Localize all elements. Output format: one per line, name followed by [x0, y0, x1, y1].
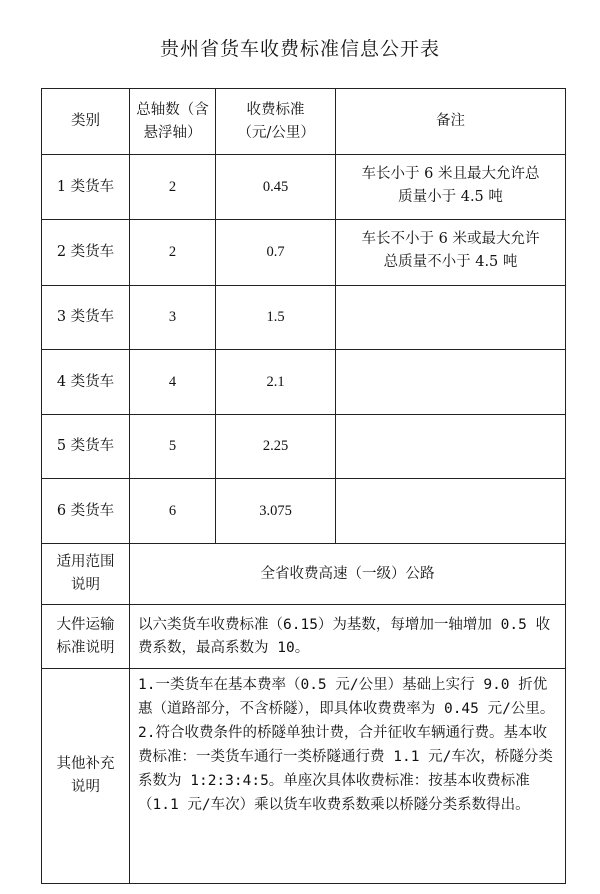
- row-rate: 0.7: [216, 220, 336, 286]
- header-remark: 备注: [336, 89, 566, 155]
- table-row: [42, 479, 566, 544]
- row-axles: 5: [130, 415, 216, 479]
- table-row: [42, 155, 566, 220]
- supplement-item-1: 1.一类货车在基本费率（0.5 元/公里）基础上实行 9.0 折优惠（道路部分，不含桥隧），即具体收费费率为 0.45 元/公里。: [138, 677, 555, 717]
- row-axles: 6: [130, 479, 216, 544]
- row-category: 2 类货车: [42, 220, 130, 286]
- row-category: 6 类货车: [42, 479, 130, 544]
- row-rate: 2.25: [216, 415, 336, 479]
- row-category: 1 类货车: [42, 155, 130, 220]
- row-rate: 3.075: [216, 479, 336, 544]
- scope-row: [42, 544, 566, 605]
- scope-label-text: 适用范围说明: [56, 554, 115, 593]
- table-row: [42, 415, 566, 479]
- row-remark: [336, 350, 566, 415]
- row-axles: 2: [130, 155, 216, 220]
- row-category: 5 类货车: [42, 415, 130, 479]
- supplement-text: [130, 669, 566, 884]
- header-category: 类别: [42, 89, 130, 155]
- row-remark: [336, 220, 566, 286]
- table-header-row: [42, 89, 566, 155]
- header-rate: [216, 89, 336, 155]
- row-remark: [336, 155, 566, 220]
- row-rate: 0.45: [216, 155, 336, 220]
- header-rate-text: 收费标准（元/公里）: [237, 101, 315, 141]
- table-row: [42, 220, 566, 286]
- fee-table: [41, 88, 566, 884]
- row-remark: [336, 479, 566, 544]
- row-category: 3 类货车: [42, 286, 130, 350]
- header-axles: [130, 89, 216, 155]
- row-rate: 1.5: [216, 286, 336, 350]
- row-remark-text: 车长不小于 6 米或最大允许总质量不小于 4.5 吨: [361, 231, 540, 270]
- row-remark-text: 车长小于 6 米且最大允许总质量小于 4.5 吨: [361, 166, 540, 205]
- row-axles: 2: [130, 220, 216, 286]
- table-row: [42, 286, 566, 350]
- oversize-row: [42, 605, 566, 669]
- row-remark: [336, 286, 566, 350]
- row-axles: 4: [130, 350, 216, 415]
- supplement-label: [42, 669, 130, 884]
- header-axles-text: 总轴数（含悬浮轴）: [136, 101, 209, 141]
- row-category: 4 类货车: [42, 350, 130, 415]
- supplement-row: [42, 669, 566, 884]
- table-row: [42, 350, 566, 415]
- row-remark: [336, 415, 566, 479]
- oversize-label: [42, 605, 130, 669]
- scope-label: [42, 544, 130, 605]
- row-axles: 3: [130, 286, 216, 350]
- supplement-item-2: 2.符合收费条件的桥隧单独计费，合并征收车辆通行费。基本收费标准：一类货车通行一类桥隧通行费 1.1 元/车次，桥隧分类系数为 1:2:3:4:5。单座次具体收费标准：按基本收费标准（1.1 元/车次）乘以货车收费系数乘以桥隧分类系数得出。: [138, 725, 553, 813]
- oversize-text: 以六类货车收费标准（6.15）为基数，每增加一轴增加 0.5 收费系数，最高系数为 10。: [130, 605, 566, 669]
- supplement-label-text: 其他补充说明: [56, 756, 115, 795]
- oversize-label-text: 大件运输标准说明: [56, 616, 115, 656]
- scope-text: 全省收费高速（一级）公路: [130, 544, 566, 605]
- row-rate: 2.1: [216, 350, 336, 415]
- page-title: 贵州省货车收费标准信息公开表: [159, 38, 440, 60]
